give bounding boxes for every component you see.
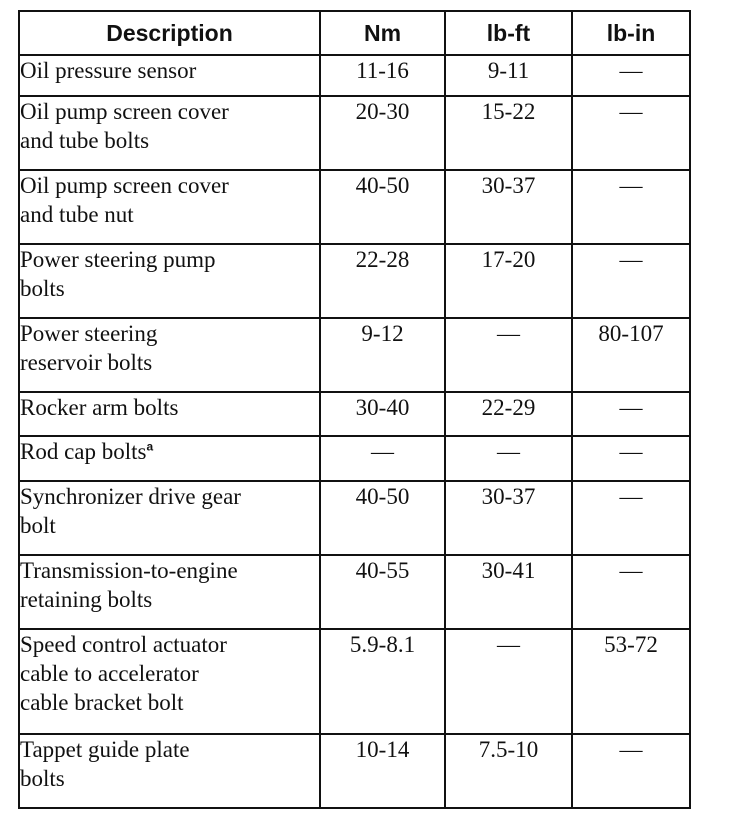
table-row — [19, 392, 690, 436]
nm-cell: 11-16 — [320, 55, 445, 96]
description-line: retaining bolts — [20, 587, 153, 612]
nm-cell: 22-28 — [320, 244, 445, 318]
table-row — [19, 734, 690, 808]
table-row — [19, 96, 690, 170]
description-cell — [19, 318, 320, 392]
lb-in-cell: — — [572, 55, 690, 96]
description-cell — [19, 96, 320, 170]
header-description: Description — [19, 11, 320, 55]
description-cell — [19, 555, 320, 629]
lb-in-cell: 80-107 — [572, 318, 690, 392]
lb-in-cell: — — [572, 481, 690, 555]
lb-ft-cell: 22-29 — [445, 392, 572, 436]
lb-in-cell: — — [572, 436, 690, 481]
description-cell — [19, 481, 320, 555]
table-row — [19, 555, 690, 629]
lb-ft-cell: 9-11 — [445, 55, 572, 96]
description-line-wrap — [20, 437, 319, 466]
description-line: Rod cap bolts — [20, 439, 147, 464]
description-cell — [19, 392, 320, 436]
header-row — [19, 11, 690, 55]
description-cell — [19, 436, 320, 481]
table-row — [19, 629, 690, 734]
lb-ft-cell: — — [445, 629, 572, 734]
lb-ft-cell: 30-37 — [445, 481, 572, 555]
footnote-marker: a — [146, 439, 154, 454]
description-cell — [19, 170, 320, 244]
table-row — [19, 481, 690, 555]
description-line: Oil pressure sensor — [20, 58, 197, 83]
lb-ft-cell: — — [445, 318, 572, 392]
nm-cell: 40-55 — [320, 555, 445, 629]
description-line: Oil pump screen cover — [20, 173, 229, 198]
nm-cell: 30-40 — [320, 392, 445, 436]
torque-spec-table — [18, 10, 691, 809]
description-line: Power steering pump — [20, 247, 216, 272]
lb-ft-cell: 15-22 — [445, 96, 572, 170]
description-line: Synchronizer drive gear — [20, 484, 241, 509]
description-line: cable to accelerator — [20, 661, 199, 686]
nm-cell: 40-50 — [320, 481, 445, 555]
description-line: bolt — [20, 513, 56, 538]
lb-in-cell: — — [572, 170, 690, 244]
table-row — [19, 55, 690, 96]
lb-in-cell: — — [572, 392, 690, 436]
lb-in-cell: — — [572, 555, 690, 629]
header-lb-in: lb-in — [572, 11, 690, 55]
lb-ft-cell: — — [445, 436, 572, 481]
description-line: and tube nut — [20, 202, 134, 227]
description-cell — [19, 244, 320, 318]
description-cell — [19, 734, 320, 808]
nm-cell: 10-14 — [320, 734, 445, 808]
description-line: Transmission-to-engine — [20, 558, 238, 583]
lb-in-cell: — — [572, 244, 690, 318]
lb-in-cell: — — [572, 734, 690, 808]
nm-cell: 20-30 — [320, 96, 445, 170]
nm-cell: 5.9-8.1 — [320, 629, 445, 734]
description-line: Tappet guide plate — [20, 737, 190, 762]
lb-in-cell: — — [572, 96, 690, 170]
description-cell — [19, 629, 320, 734]
description-line: reservoir bolts — [20, 350, 153, 375]
description-line: Speed control actuator — [20, 632, 227, 657]
nm-cell: — — [320, 436, 445, 481]
table-row — [19, 244, 690, 318]
description-line: and tube bolts — [20, 128, 150, 153]
lb-ft-cell: 30-41 — [445, 555, 572, 629]
description-line: cable bracket bolt — [20, 690, 184, 715]
lb-ft-cell: 17-20 — [445, 244, 572, 318]
lb-in-cell: 53-72 — [572, 629, 690, 734]
description-line: bolts — [20, 766, 65, 791]
description-line: bolts — [20, 276, 65, 301]
description-line: Power steering — [20, 321, 158, 346]
description-line: Oil pump screen cover — [20, 99, 229, 124]
nm-cell: 9-12 — [320, 318, 445, 392]
table-row — [19, 170, 690, 244]
nm-cell: 40-50 — [320, 170, 445, 244]
lb-ft-cell: 7.5-10 — [445, 734, 572, 808]
description-cell — [19, 55, 320, 96]
table-row — [19, 318, 690, 392]
table-row — [19, 436, 690, 481]
lb-ft-cell: 30-37 — [445, 170, 572, 244]
header-nm: Nm — [320, 11, 445, 55]
header-lb-ft: lb-ft — [445, 11, 572, 55]
description-line: Rocker arm bolts — [20, 395, 179, 420]
